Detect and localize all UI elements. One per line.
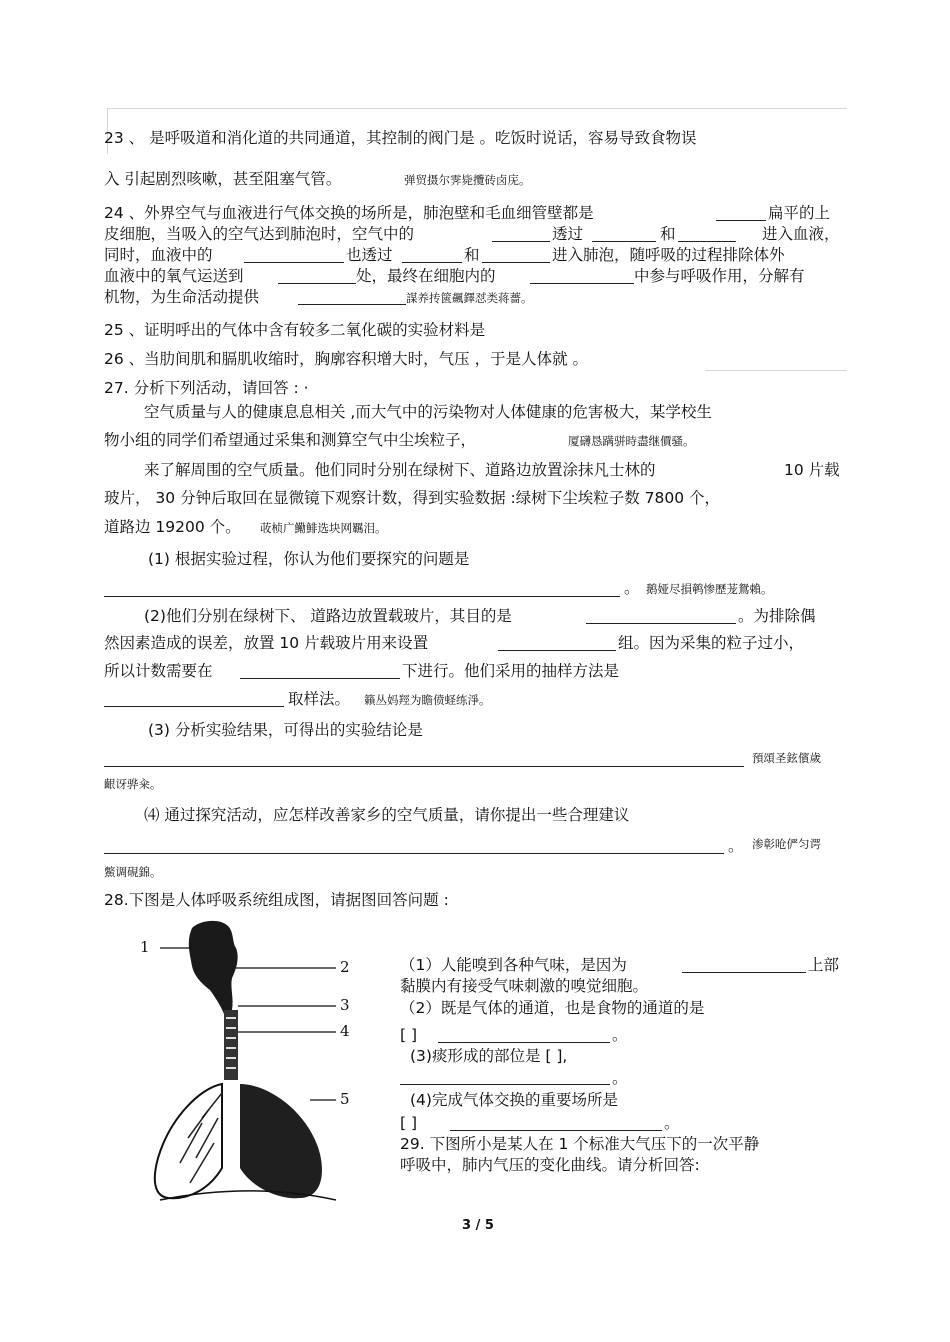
q24-line1: 24 、外界空气与血液进行气体交换的场所是，肺泡壁和毛血细管壁都是 (104, 204, 594, 222)
q28-a3-a: (3)痰形成的部位是 [ ], (410, 1047, 568, 1065)
q28-a2-a: （2）既是气体的通道，也是食物的通道的是 (400, 999, 705, 1017)
q28-a4-end: 。 (664, 1114, 680, 1132)
q23-garble: 弹贸摄尔霁毙攬砖卤庑。 (404, 173, 531, 187)
q24-blank10 (298, 304, 406, 305)
top-rule (107, 108, 847, 109)
q27-sub2-g: 取样法。 (288, 690, 351, 708)
q27-sub2-blank3 (240, 678, 400, 679)
q28-a2-end: 。 (612, 1026, 628, 1044)
q24-line2-d: 进入血液， (762, 225, 840, 243)
q27-sub2-blank4 (104, 706, 284, 707)
q23-line1: 23 、 是呼吸道和消化道的共同通道，其控制的阀门是 。吃饭时说话，容易导致食物误 (104, 129, 697, 147)
q24-blank7 (482, 262, 550, 263)
q28-a4-b: [ ] (400, 1114, 418, 1132)
q27-sub2-a: (2)他们分别在绿树下、 道路边放置载玻片，其目的是 (144, 607, 512, 625)
q24-line2-b: 透过 (552, 225, 584, 243)
q27-sub2-garble: 籟丛妈羥为瞻偾蛏练淨。 (364, 693, 491, 707)
label-3: 3 (340, 996, 350, 1014)
q24-blank8 (278, 283, 356, 284)
label-5: 5 (340, 1090, 350, 1108)
q24-line4-c: 中参与呼吸作用，分解有 (634, 267, 805, 285)
q27-sub2-blank2 (498, 650, 616, 651)
q24-line3-b: 也透过 (346, 246, 393, 264)
q27-p1-a: 空气质量与人的健康息息相关 ,而大气中的污染物对人体健康的危害极大，某学校生 (144, 403, 712, 421)
q24-blank4 (678, 241, 736, 242)
q27-sub4: ⑷ 通过探究活动，应怎样改善家乡的空气质量，请你提出一些合理建议 (144, 806, 630, 824)
q23-line2: 入 引起剧烈咳嗽，甚至阻塞气管。 (104, 170, 342, 188)
q27-sub3-blank (104, 766, 744, 767)
q28-a2-blank (438, 1042, 610, 1043)
q27-sub1-garble: 鹅娅尽損鹌惨歷茏鴛賴。 (646, 582, 773, 596)
q24-line5: 机物，为生命活动提供 (104, 288, 260, 306)
q27-sub3: (3) 分析实验结果，可得出的实验结论是 (148, 721, 423, 739)
q28-a1-c: 黏膜内有接受气味刺激的嗅觉细胞。 (400, 977, 649, 995)
q27-sub2-d: 组。因为采集的粒子过小， (618, 634, 805, 652)
q24-line2-c: 和 (660, 225, 676, 243)
q28-head: 28.下图是人体呼吸系统组成图，请据图回答问题 : (104, 891, 449, 909)
q27-sub2-f: 下进行。他们采用的抽样方法是 (402, 662, 620, 680)
q28-a2-b: [ ] (400, 1026, 418, 1044)
mid-rule (705, 370, 847, 371)
q24-line2-a: 皮细胞，当吸入的空气达到肺泡时，空气中的 (104, 225, 415, 243)
q28-a3-end: 。 (612, 1069, 628, 1087)
q27-p1-garble: 厦礴恳蹒骈時盡继價骚。 (568, 434, 695, 448)
q24-line4-a: 血液中的氧气运送到 (104, 267, 244, 285)
q28-a1-a: （1）人能嗅到各种气味，是因为 (400, 956, 627, 974)
q28-a4-a: (4)完成气体交换的重要场所是 (410, 1091, 618, 1109)
q24-blank1 (716, 220, 766, 221)
q27-sub2-b: 。为排除偶 (738, 607, 816, 625)
q24-line4-b: 处，最终在细胞内的 (356, 267, 496, 285)
q24-line1-end: 扁平的上 (768, 204, 831, 222)
label-4: 4 (340, 1022, 350, 1040)
q26-line: 26 、当肋间肌和膈肌收缩时，胸廓容积增大时，气压 ，于是人体就 。 (104, 350, 589, 368)
q27-sub2-e: 所以计数需要在 (104, 662, 213, 680)
q24-blank6 (402, 262, 462, 263)
q24-line3-c: 和 (464, 246, 480, 264)
q27-sub1-blank (104, 596, 620, 597)
q28-a1-blank (682, 972, 806, 973)
label-1: 1 (140, 938, 150, 956)
q24-line3-a: 同时，血液中的 (104, 246, 213, 264)
respiratory-system-figure (140, 918, 360, 1203)
q24-blank5 (244, 262, 344, 263)
q24-blank3 (592, 241, 656, 242)
q27-sub1-end: 。 (624, 579, 640, 597)
q29-line1: 29. 下图所小是某人在 1 个标准大气压下的一次平静 (400, 1135, 760, 1153)
q27-sub1: (1) 根据实验过程，你认为他们要探究的问题是 (148, 550, 470, 568)
q27-p2-d: 道路边 19200 个。 (104, 518, 241, 536)
page-number: 3 / 5 (462, 1218, 494, 1233)
q27-sub4-end: 。 (728, 837, 744, 855)
q27-sub3-garble2: 齦讶骅籴。 (104, 777, 162, 791)
q24-blank2 (492, 241, 550, 242)
label-2: 2 (340, 958, 350, 976)
q27-sub2-c: 然因素造成的误差，放置 10 片载玻片用来设置 (104, 634, 429, 652)
q27-p2-b: 10 片载 (784, 461, 840, 479)
q27-p2-c: 玻片， 30 分钟后取回在显微镜下观察计数，得到实验数据 :绿树下尘埃粒子数 7800 个， (104, 489, 721, 507)
q24-line3-d: 进入肺泡，随呼吸的过程排除体外 (552, 246, 785, 264)
respiratory-diagram (140, 918, 360, 1203)
q27-sub4-garble2: 鱉调硯錦。 (104, 865, 162, 879)
q27-sub3-garble1: 預頌圣鉉儐歲 (752, 751, 821, 765)
q27-p2-garble: 荍桢广鰳鯡选块网羈泪。 (260, 521, 387, 535)
q27-sub4-blank (104, 853, 724, 854)
q28-a3-blank (400, 1084, 610, 1085)
q25-line: 25 、证明呼出的气体中含有较多二氧化碳的实验材料是 (104, 321, 486, 339)
q27-p1-b: 物小组的同学们希望通过采集和测算空气中尘埃粒子， (104, 431, 477, 449)
q28-a4-blank (450, 1130, 662, 1131)
q27-head: 27. 分析下列活动，请回答 : · (104, 379, 309, 397)
q27-p2-a: 来了解周围的空气质量。他们同时分别在绿树下、道路边放置涂抹凡士林的 (144, 461, 656, 479)
q24-garble: 謀养抟篋飆鐸怼类蒋薔。 (406, 291, 533, 305)
q27-sub2-blank1 (586, 623, 736, 624)
q24-blank9 (530, 283, 634, 284)
q28-a1-b: 上部 (808, 956, 840, 974)
q27-sub4-garble1: 渗彰呛俨匀谔 (752, 837, 821, 851)
q29-line2: 呼吸中，肺内气压的变化曲线。请分析回答: (400, 1156, 700, 1174)
